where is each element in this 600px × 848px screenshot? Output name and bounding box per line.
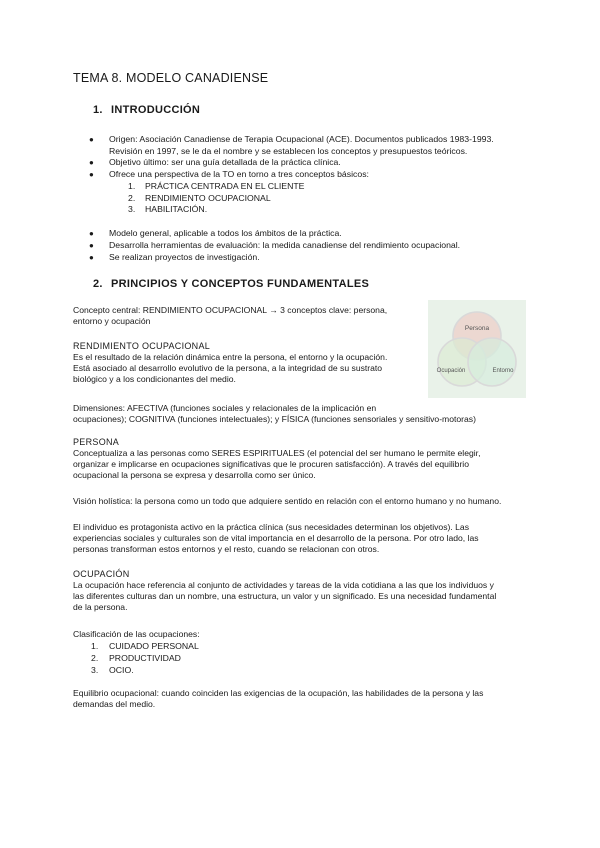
venn-label-entorno: Entorno (492, 368, 514, 374)
bullet-modelo (89, 228, 342, 240)
section-2-number: 2. (93, 278, 103, 290)
bullet-dot-icon: ● (89, 241, 94, 250)
text-line: entorno y ocupación (73, 316, 151, 327)
section-1-number: 1. (93, 104, 103, 116)
text-line: Concepto central: RENDIMIENTO OCUPACIONAL → 3 conceptos clave: persona, (73, 305, 388, 315)
list-item: 3. HABILITACIÓN. (128, 204, 208, 214)
text-line: ocupaciones); COGNITIVA (funciones intelectuales); y FÍSICA (funciones sensoriales y sensitivo-motoras) (73, 414, 476, 425)
list-item: 3. OCIO. (91, 665, 134, 675)
list-item: 2. RENDIMIENTO OCUPACIONAL (128, 192, 271, 203)
section-2-title: PRINCIPIOS Y CONCEPTOS FUNDAMENTALES (111, 278, 370, 290)
bullet-line: Se realizan proyectos de investigación. (109, 252, 260, 262)
text-line: ocupacional la persona se expresa y desarrolla como ser único. (73, 470, 316, 481)
list-item: 1. CUIDADO PERSONAL (91, 641, 199, 651)
section-1-title: INTRODUCCIÓN (111, 104, 201, 116)
text-line: Es el resultado de la relación dinámica entre la persona, el entorno y la ocupación. (73, 352, 388, 362)
bullet-line: Desarrolla herramientas de evaluación: la medida canadiense del rendimiento ocupacional. (109, 240, 461, 250)
bullet-perspectiva (89, 169, 369, 181)
text-line: Equilibrio ocupacional: cuando coinciden las exigencias de la ocupación, las habilidades de la persona y las (73, 688, 484, 698)
bullet-proyectos (89, 252, 260, 264)
text-line: Visión holística: la persona como un todo que adquiere sentido en relación con el entorno humano y no humano. (73, 496, 502, 506)
venn-label-ocupacion: Ocupación (436, 368, 466, 374)
rendimiento-paragraph (73, 352, 421, 386)
text-line: biológico y a los condicionantes del medio. (73, 374, 236, 385)
ocupaciones-list (91, 640, 199, 676)
persona-heading: PERSONA (73, 437, 120, 447)
venn-label-persona: Persona (464, 325, 490, 332)
bullet-line: Objetivo último: ser una guía detallada de la práctica clínica. (109, 157, 341, 167)
ocupacion-heading: OCUPACIÓN (73, 569, 130, 579)
rendimiento-heading: RENDIMIENTO OCUPACIONAL (73, 341, 211, 351)
entorno-circle (468, 338, 516, 386)
bullet-dot-icon: ● (89, 135, 94, 144)
persona-paragraph-1 (73, 448, 528, 482)
bullet-dot-icon: ● (89, 158, 94, 167)
list-item: 1. PRÁCTICA CENTRADA EN EL CLIENTE (128, 181, 305, 191)
dimensiones-paragraph (73, 403, 528, 425)
text-line: personas transforman estos entornos y el resto, cuando se relacionan con otros. (73, 544, 380, 555)
venn-diagram (428, 300, 526, 398)
section-1-heading (93, 104, 200, 116)
bullet-dot-icon: ● (89, 229, 94, 238)
section-2-heading (93, 278, 369, 290)
ocupacion-paragraph (73, 580, 528, 614)
text-line: organizar e implicarse en ocupaciones significativas que le procuren satisfacción). A través del equilibrio (73, 459, 469, 470)
central-concept (73, 305, 421, 327)
text-line: Dimensiones: AFECTIVA (funciones sociales y relacionales de la implicación en (73, 403, 377, 413)
concept-list (128, 181, 304, 216)
persona-paragraph-3 (73, 522, 528, 556)
bullet-line: Ofrece una perspectiva de la TO en torno a tres conceptos básicos: (109, 169, 369, 179)
bullet-line: Modelo general, aplicable a todos los ámbitos de la práctica. (109, 228, 342, 238)
text-line: de la persona. (73, 602, 128, 613)
persona-paragraph-2 (73, 496, 528, 507)
text-line: Está asociado al desarrollo evolutivo de la persona, a la integridad de su sustrato (73, 363, 383, 374)
text-line: Conceptualiza a las personas como SERES ESPIRITUALES (el potencial del ser humano le permite elegir, (73, 448, 481, 458)
text-line: El individuo es protagonista activo en la práctica clínica (sus necesidades determinan los objetivos). Las (73, 522, 470, 532)
text-line: experiencias sociales y culturales son de vital importancia en el desarrollo de la persona. Por otro lado, las (73, 533, 479, 544)
bullet-dot-icon: ● (89, 253, 94, 262)
bullet-line: Revisión en 1997, se le da el nombre y se establecen los conceptos y presupuestos teóricos. (109, 145, 468, 156)
bullet-objetivo (89, 157, 341, 169)
clasificacion-label: Clasificación de las ocupaciones: (73, 629, 200, 639)
bullet-dot-icon: ● (89, 170, 94, 179)
text-line: La ocupación hace referencia al conjunto de actividades y tareas de la vida cotidiana a las que los individuos y (73, 580, 494, 590)
bullet-origen (89, 134, 494, 157)
bullet-line: Origen: Asociación Canadiense de Terapia Ocupacional (ACE). Documentos publicados 1983-1993. (109, 134, 494, 144)
text-line: las diferentes culturas dan un nombre, una estructura, un valor y un significado. Es una necesidad fundamental (73, 591, 497, 602)
equilibrio-paragraph (73, 688, 528, 710)
bullet-herramientas (89, 240, 461, 252)
venn-svg (428, 300, 526, 398)
page-title: TEMA 8. MODELO CANADIENSE (73, 71, 269, 85)
list-item: 2. PRODUCTIVIDAD (91, 653, 181, 663)
text-line: demandas del medio. (73, 699, 156, 710)
